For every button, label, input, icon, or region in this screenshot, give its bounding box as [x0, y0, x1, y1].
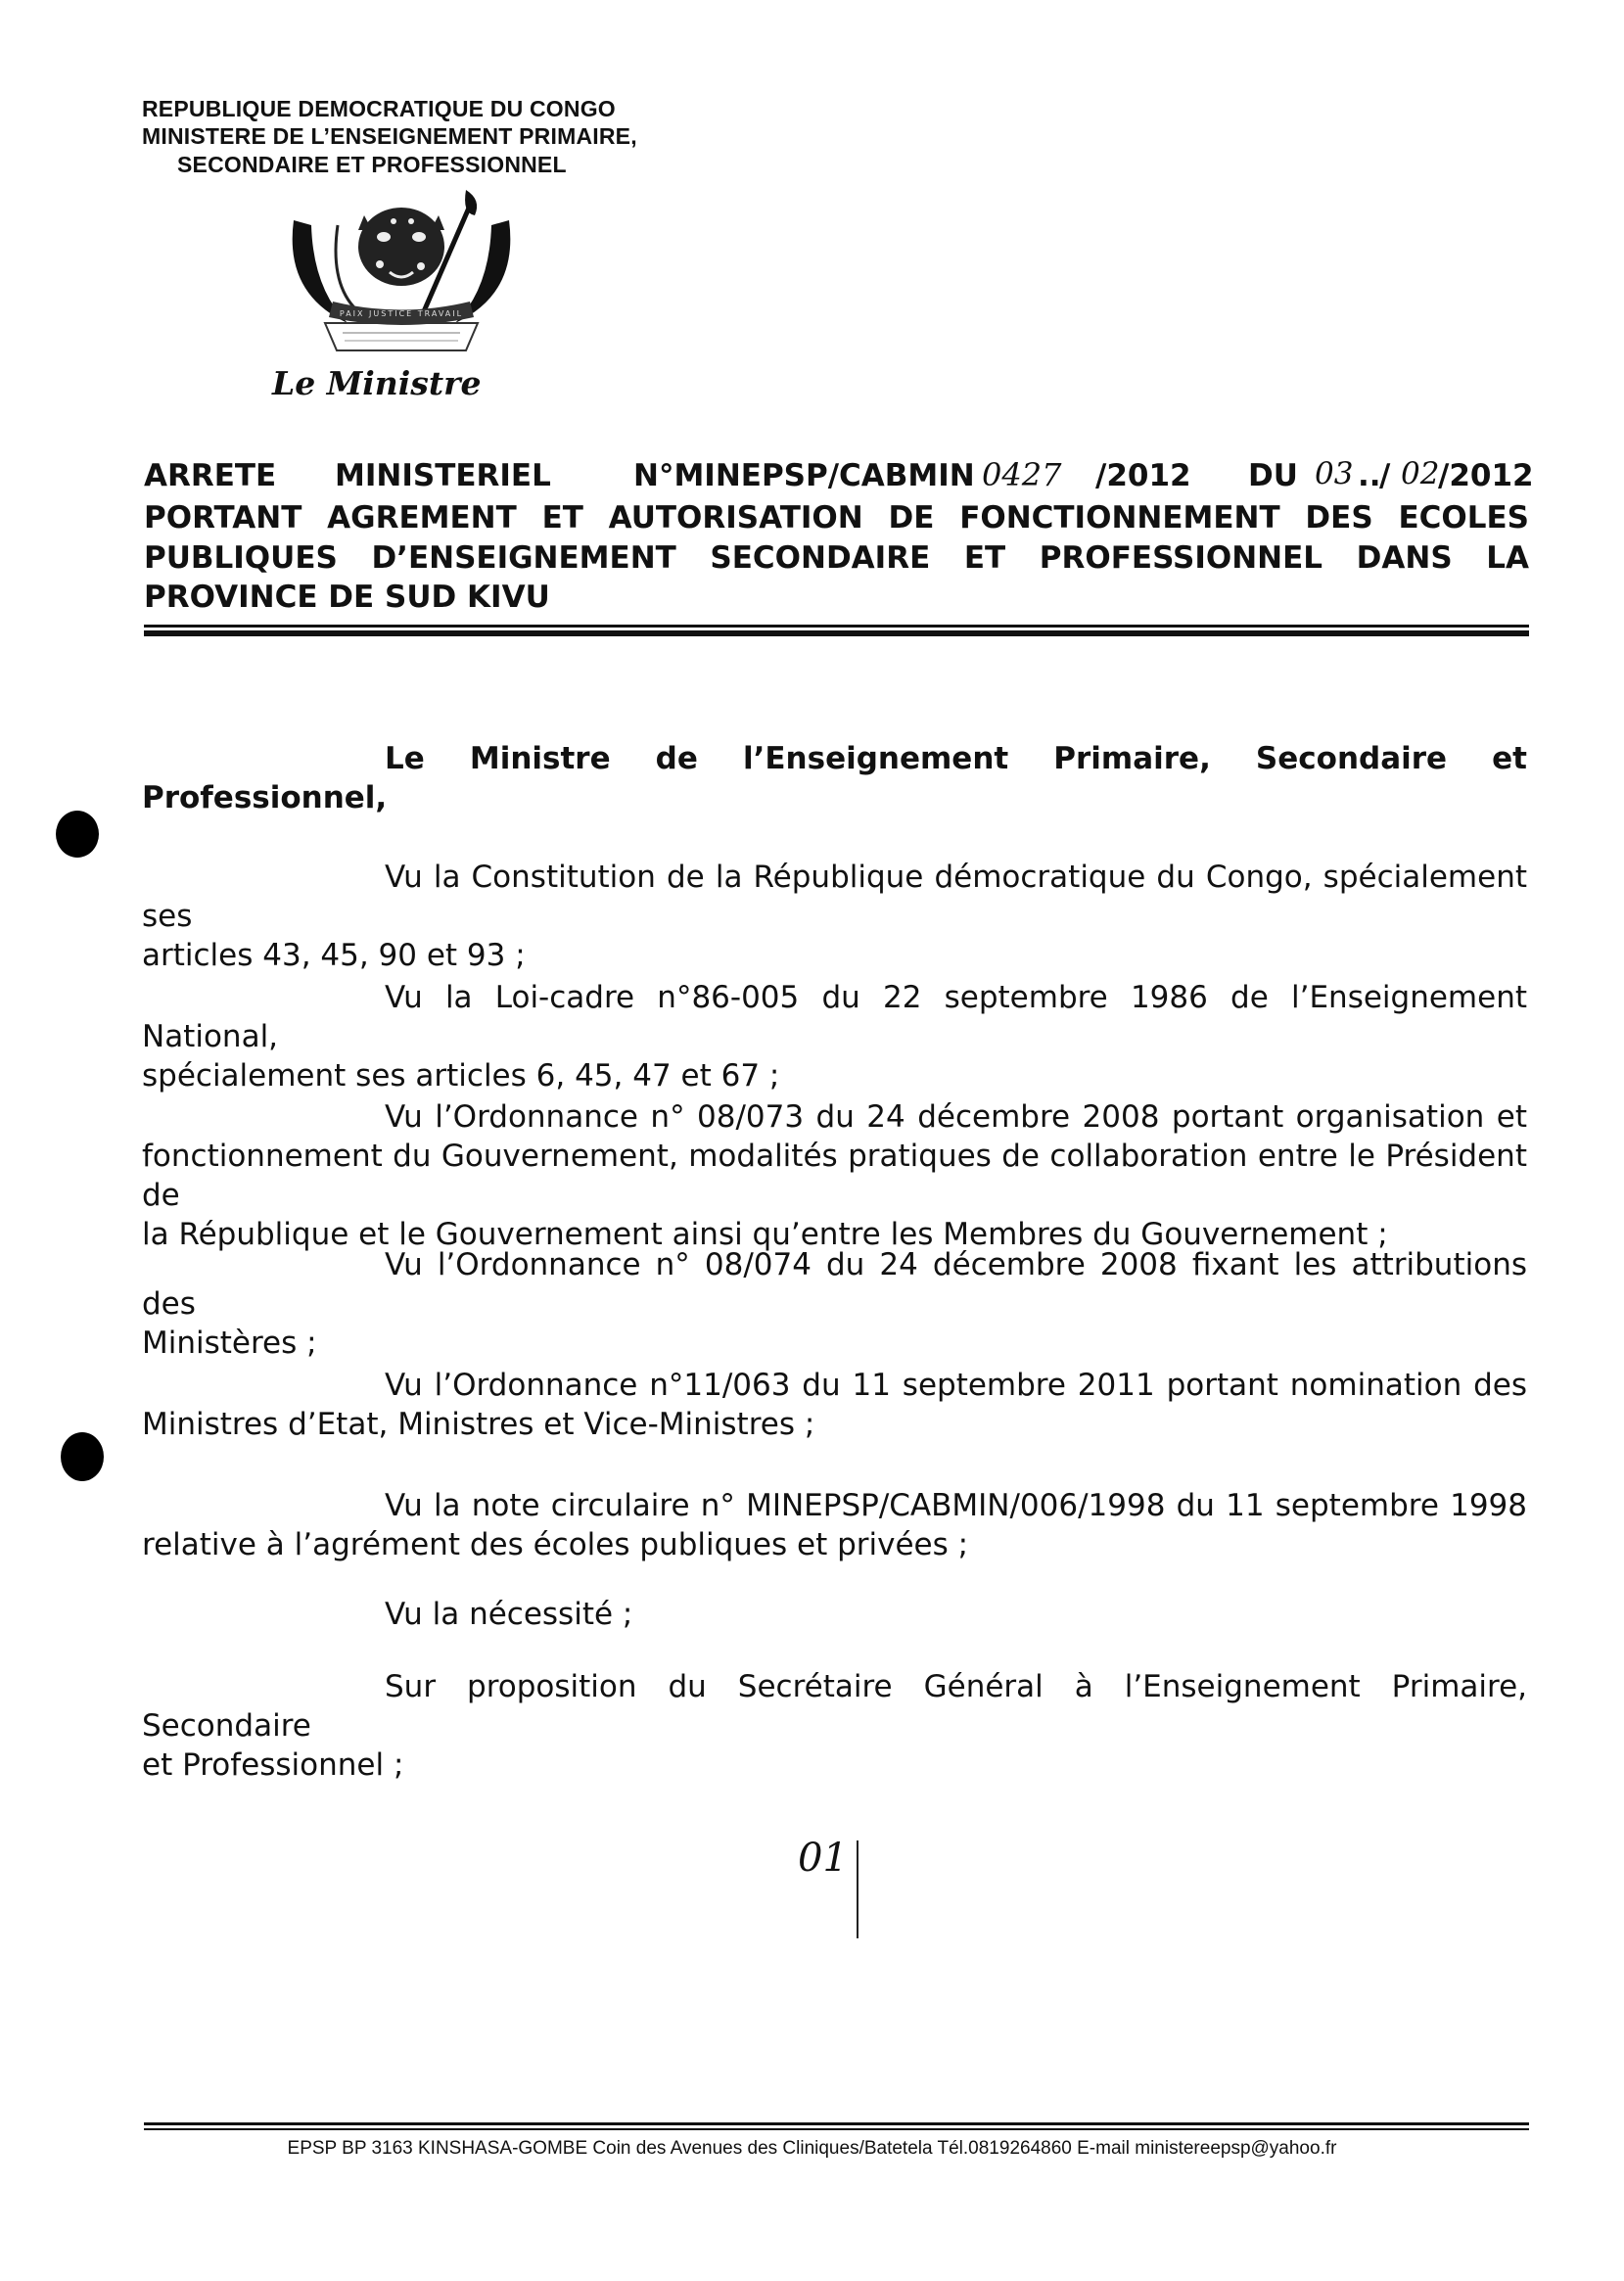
header-ministry: MINISTERE DE L’ENSEIGNEMENT PRIMAIRE, [142, 123, 637, 149]
coat-of-arms-emblem [274, 186, 529, 362]
page-mark-stroke [857, 1840, 858, 1938]
decree-number-line: ARRETE MINISTERIEL N°MINEPSP/CABMIN 0427 /2012 DU 03 .. / 02 /2012 [144, 456, 1534, 493]
header-ministry-cont: SECONDAIRE ET PROFESSIONNEL [177, 152, 567, 177]
paragraph-loi-cadre: Vu la Loi-cadre n°86-005 du 22 septembre 1986 de l’Enseignement National, spécialement ses articles 6, 45, 47 et 67 ; [142, 980, 1527, 1094]
svg-text:PAIX JUSTICE TRAVAIL: PAIX JUSTICE TRAVAIL [339, 309, 464, 318]
footer-rule-top [144, 2122, 1529, 2125]
footer-rule-bottom [144, 2128, 1529, 2130]
signature-title: Le Ministre [272, 364, 482, 402]
title-rule-top [144, 625, 1529, 628]
punch-hole-bottom [61, 1432, 104, 1481]
paragraph-note-circulaire: Vu la note circulaire n° MINEPSP/CABMIN/006/1998 du 11 septembre 1998 relative à l’agrément des écoles publiques et privées ; [142, 1488, 1527, 1562]
handwritten-day: 03 [1315, 456, 1354, 491]
page-mark: 01 [798, 1836, 848, 1881]
handwritten-month: 02 [1401, 456, 1440, 491]
header-country: REPUBLIQUE DEMOCRATIQUE DU CONGO [142, 96, 616, 121]
paragraph-ordonnance-074: Vu l’Ordonnance n° 08/074 du 24 décembre 2008 fixant les attributions des Ministères ; [142, 1247, 1527, 1361]
title-rule-bottom [144, 630, 1529, 636]
paragraph-ordonnance-063: Vu l’Ordonnance n°11/063 du 11 septembre 2011 portant nomination des Ministres d’Etat, Ministres et Vice-Ministres ; [142, 1368, 1527, 1442]
handwritten-number: 0427 [982, 456, 1062, 493]
punch-hole-top [56, 811, 99, 858]
paragraph-ordonnance-073: Vu l’Ordonnance n° 08/073 du 24 décembre 2008 portant organisation et fonctionnement du Gouvernement, modalités pratiques de collaboration entre le Président de la République et le Gouvernement ainsi qu’entre les Membres du Gouvernement ; [142, 1099, 1527, 1252]
paragraph-constitution: Vu la Constitution de la République démocratique du Congo, spécialement ses articles 43, 45, 90 et 93 ; [142, 860, 1527, 973]
intro-paragraph: Le Ministre de l’Enseignement Primaire, Secondaire et Professionnel, [142, 741, 1527, 815]
paragraph-necessite: Vu la nécessité ; [385, 1597, 633, 1632]
title-line-4: PROVINCE DE SUD KIVU [144, 580, 550, 615]
footer-address: EPSP BP 3163 KINSHASA-GOMBE Coin des Avenues des Cliniques/Batetela Tél.0819264860 E-mail ministereepsp@yahoo.fr [287, 2138, 1337, 2159]
paragraph-proposition: Sur proposition du Secrétaire Général à l’Enseignement Primaire, Secondaire et Professionnel ; [142, 1669, 1527, 1783]
title-line-3: PUBLIQUES D’ENSEIGNEMENT SECONDAIRE ET PROFESSIONNEL DANS LA [144, 540, 1529, 576]
title-line-2: PORTANT AGREMENT ET AUTORISATION DE FONCTIONNEMENT DES ECOLES [144, 500, 1529, 535]
